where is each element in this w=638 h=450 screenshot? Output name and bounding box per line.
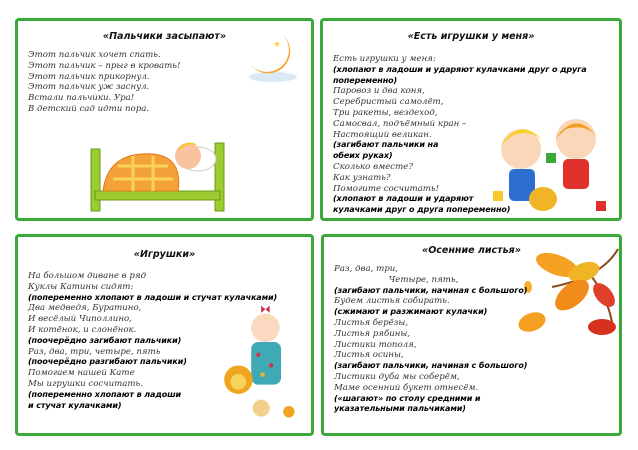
poem-line: Три ракеты, вездеход, xyxy=(333,107,438,118)
instruction-line: (поочерёдно загибают пальчики) xyxy=(28,335,182,345)
card-title: «Есть игрушки у меня» xyxy=(407,31,535,42)
poem-line: Настоящий великан. xyxy=(333,129,432,140)
instruction-line: (попеременно хлопают в ладоши и стучат кулачками) xyxy=(28,292,278,302)
poem-line: Листья осины, xyxy=(334,350,404,361)
instruction-line: (загибают пальчики на xyxy=(333,140,439,150)
poem-line: Куклы Катины сидят: xyxy=(28,281,134,292)
card-title: «Пальчики засыпают» xyxy=(102,31,227,42)
instruction-line: попеременно) xyxy=(333,75,398,85)
poem-line: В детский сад идти пора. xyxy=(28,103,150,114)
poem-line: Раз, два, три, xyxy=(334,264,399,274)
poem-text xyxy=(334,264,527,415)
instruction-line: указательными пальчиками) xyxy=(334,404,466,414)
poem-line: Будем листья собирать. xyxy=(334,296,450,307)
poem-line: Раз, два, три, четыре, пять xyxy=(28,346,161,357)
card-title: «Игрушки» xyxy=(133,249,196,260)
instruction-line: (хлопают в ладоши и ударяют xyxy=(333,194,474,204)
instruction-line: («шагают» по столу средними и xyxy=(334,393,481,403)
poem-line: Этот пальчик уж заснул. xyxy=(28,82,150,93)
instruction-line: кулачками друг о друга попеременно) xyxy=(333,205,511,215)
poem-line: Мы игрушки сосчитать. xyxy=(28,378,143,389)
poem-text xyxy=(28,50,180,115)
poem-line: Этот пальчик – прыг в кровать! xyxy=(28,60,181,71)
instruction-line: (загибают пальчики, начиная с большого) xyxy=(334,285,528,295)
poem-text xyxy=(333,54,587,216)
poem-line: И весёлый Чиполлино, xyxy=(28,314,132,325)
card-autumn-leaves xyxy=(321,234,622,436)
poem-line: На большом диване в ряд xyxy=(28,271,147,281)
card-title: «Осенние листья» xyxy=(422,245,521,256)
sleeping-child-illustration xyxy=(73,121,243,216)
poem-line: Есть игрушки у меня: xyxy=(333,54,436,64)
poem-text xyxy=(28,271,277,411)
svg-text:★: ★ xyxy=(273,40,282,50)
poem-line: Как узнать? xyxy=(333,172,391,183)
poem-line: Этот пальчик прикорнул. xyxy=(28,71,150,82)
poem-line: Помогите сосчитать! xyxy=(333,183,440,194)
poem-line: Два медведя, Буратино, xyxy=(28,303,142,314)
poem-line: Этот пальчик хочет спать. xyxy=(28,50,161,60)
poem-line: Паровоз и два коня, xyxy=(333,86,425,97)
poem-line: Листья рябины, xyxy=(334,328,411,339)
card-fingers-sleeping xyxy=(15,18,314,221)
instruction-line: (попеременно хлопают в ладоши xyxy=(28,389,181,399)
card-toys xyxy=(15,234,314,436)
poem-line: Листики дуба мы соберём, xyxy=(334,371,460,382)
instruction-line: (сжимают и разжимают кулачки) xyxy=(334,307,488,317)
poem-line: Самосвал, подъёмный кран – xyxy=(333,118,467,129)
poem-line: Сколько вместе? xyxy=(333,161,413,172)
poem-line: Листья берёзы, xyxy=(334,317,409,328)
poem-line: Листики тополя, xyxy=(334,339,417,350)
poem-line: Серебристый самолёт, xyxy=(333,97,444,108)
autumn-leaves-illustration xyxy=(512,247,620,342)
instruction-line: (хлопают в ладоши и ударяют кулачками друг о друга xyxy=(333,64,587,74)
instruction-line: (поочерёдно разгибают пальчики) xyxy=(28,357,187,367)
poem-line: И котёнок, и слонёнок. xyxy=(28,324,137,335)
poem-line: Маме осенний букет отнесём. xyxy=(334,382,479,393)
instruction-line: и стучат кулачками) xyxy=(28,400,122,410)
instruction-line: (загибают пальчики, начиная с большого) xyxy=(334,361,528,371)
moon-icon xyxy=(243,31,305,86)
poem-line: Четыре, пять, xyxy=(334,274,459,285)
instruction-line: обеих руках) xyxy=(333,151,393,161)
card-i-have-toys xyxy=(320,18,622,221)
poem-line: Встали пальчики. Ура! xyxy=(28,93,135,104)
poem-line: Помогаем нашей Кате xyxy=(28,368,135,379)
